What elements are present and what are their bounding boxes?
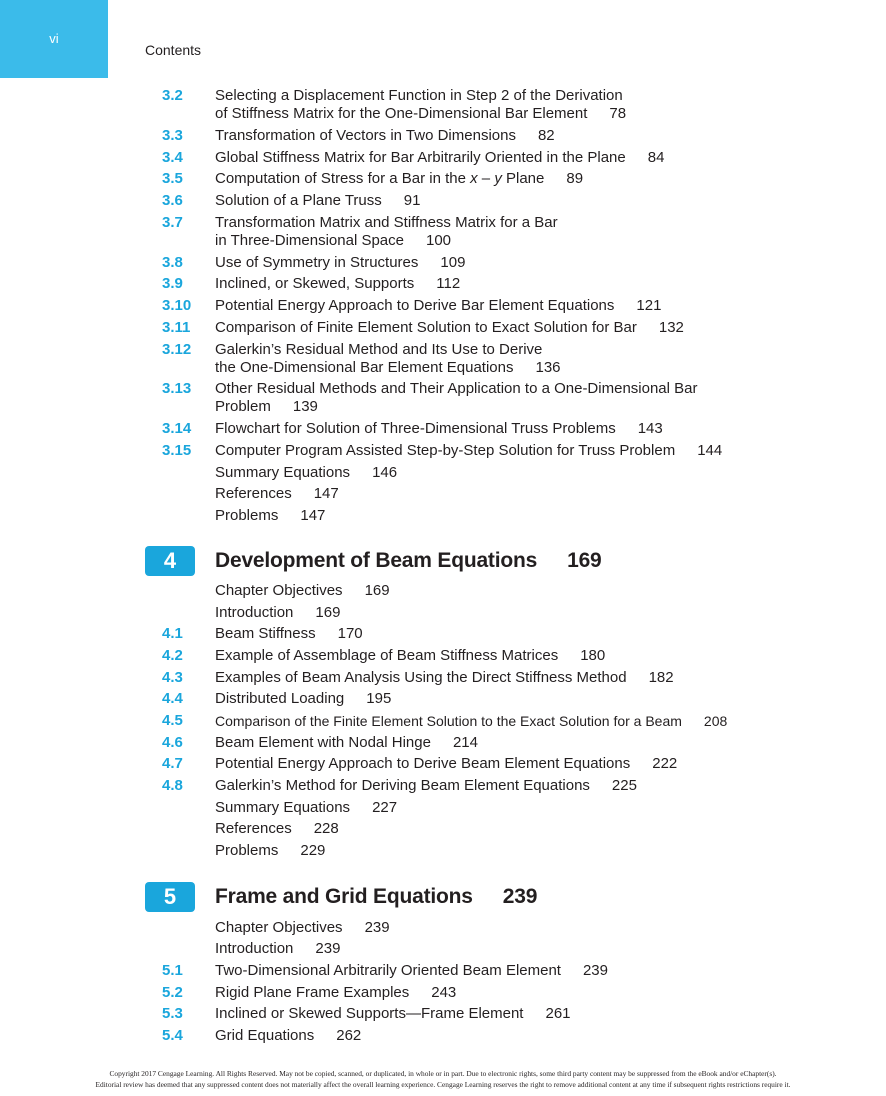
page-reference: 84 [647,149,665,166]
page-reference: 169 [315,604,341,621]
section-number: 3.13 [162,380,192,397]
section-title: Computation of Stress for a Bar in the x – y Plane [215,170,545,187]
page-reference: 143 [637,420,663,437]
chapter-page: 169 [567,549,602,572]
section-title: Flowchart for Solution of Three-Dimensional Truss Problems [215,420,616,437]
section-title: References [215,820,292,837]
section-title: Other Residual Methods and Their Application to a One-Dimensional Bar [215,380,698,397]
section-number: 4.5 [162,712,183,729]
page-reference: 91 [403,192,421,209]
section-number: 3.15 [162,442,192,459]
section-number: 3.14 [162,420,192,437]
section-title: Introduction [215,604,294,621]
section-title: Problems [215,842,279,859]
section-title: Beam Element with Nodal Hinge [215,734,431,751]
section-number: 3.3 [162,127,183,144]
section-number: 3.11 [162,319,191,336]
section-title: Summary Equations [215,799,351,816]
page-reference: 180 [580,647,606,664]
section-title: Summary Equations [215,464,351,481]
chapter-number-badge: 4 [145,546,195,576]
section-title: Global Stiffness Matrix for Bar Arbitrarily Oriented in the Plane [215,149,626,166]
page-reference: 208 [703,713,728,729]
running-head: Contents [145,42,202,58]
chapter-heading-5 [0,882,886,912]
copyright-footer [0,1068,886,1090]
page-reference: 243 [431,984,457,1001]
page-reference: 136 [535,359,561,376]
section-title: Chapter Objectives [215,919,343,936]
page-reference: 239 [582,962,608,979]
chapter-number-badge: 5 [145,882,195,912]
page-reference: 139 [292,398,318,415]
section-number: 3.8 [162,254,183,271]
section-title: Example of Assemblage of Beam Stiffness Matrices [215,647,559,664]
chapter-page: 239 [502,885,538,908]
section-title: Grid Equations [215,1027,315,1044]
page-number-tab [0,0,108,78]
page-reference: 132 [658,319,684,336]
page-reference: 239 [315,940,341,957]
section-number: 4.3 [162,669,183,686]
section-number: 3.4 [162,149,183,166]
page-reference: 225 [611,777,637,794]
section-title: Comparison of the Finite Element Solution to the Exact Solution for a Beam [215,713,682,729]
section-title: Chapter Objectives [215,582,343,599]
page-reference: 222 [652,755,678,772]
page-reference: 228 [313,820,339,837]
page-reference: 121 [636,297,662,314]
section-title: References [215,485,292,502]
page-reference: 261 [545,1005,571,1022]
section-number: 5.4 [162,1027,183,1044]
page-reference: 146 [372,464,398,481]
page-reference: 147 [300,507,326,524]
section-title: Comparison of Finite Element Solution to Exact Solution for Bar [215,319,637,336]
chapter-heading-4 [0,546,886,576]
page-number: vi [49,30,59,46]
page-reference: 78 [609,105,627,122]
page-reference: 229 [300,842,326,859]
section-title: Inclined, or Skewed, Supports [215,275,415,292]
page-reference: 227 [372,799,398,816]
section-title: Beam Stiffness [215,625,316,642]
section-title: Solution of a Plane Truss [215,192,382,209]
section-number: 5.2 [162,984,183,1001]
section-number: 3.10 [162,297,192,314]
chapter-title: Development of Beam Equations [215,549,538,572]
section-title: Introduction [215,940,294,957]
section-number: 3.2 [162,87,183,104]
page-reference: 144 [697,442,723,459]
section-title: Potential Energy Approach to Derive Beam Element Equations [215,755,631,772]
page-reference: 89 [566,170,584,187]
section-number: 4.2 [162,647,183,664]
section-number: 5.3 [162,1005,183,1022]
section-title: Transformation of Vectors in Two Dimensions [215,127,516,144]
section-number: 3.5 [162,170,183,187]
section-number: 5.1 [162,962,183,979]
section-title: Computer Program Assisted Step-by-Step Solution for Truss Problem [215,442,676,459]
copyright-line-1: Copyright 2017 Cengage Learning. All Rights Reserved. May not be copied, scanned, or duplicated, in whole or in part. Due to electronic rights, some third party content may be suppressed from the eBook and/or eChapter(s). [109,1069,777,1078]
page-reference: 112 [436,275,461,292]
section-title: Rigid Plane Frame Examples [215,984,410,1001]
section-number: 4.7 [162,755,183,772]
page-reference: 82 [537,127,555,144]
section-title: Distributed Loading [215,690,345,707]
page-reference: 100 [426,232,452,249]
section-number: 3.6 [162,192,183,209]
section-title: Use of Symmetry in Structures [215,254,419,271]
page-reference: 214 [452,734,478,751]
section-number: 4.1 [162,625,183,642]
section-title: Inclined or Skewed Supports—Frame Element [215,1005,524,1022]
chapter-title: Frame and Grid Equations [215,885,473,908]
section-title-continued: Problem [215,398,271,415]
section-title-continued: of Stiffness Matrix for the One-Dimensional Bar Element [215,105,588,122]
section-title: Examples of Beam Analysis Using the Direct Stiffness Method [215,669,627,686]
section-title: Transformation Matrix and Stiffness Matrix for a Bar [215,214,558,231]
page-reference: 170 [337,625,363,642]
page-reference: 109 [440,254,466,271]
section-number: 3.7 [162,214,183,231]
section-title-continued: in Three-Dimensional Space [215,232,404,249]
section-title-continued: the One-Dimensional Bar Element Equations [215,359,514,376]
section-number: 3.9 [162,275,183,292]
section-title: Problems [215,507,279,524]
section-title: Galerkin’s Method for Deriving Beam Element Equations [215,777,590,794]
page-reference: 195 [366,690,392,707]
page-reference: 262 [336,1027,362,1044]
section-number: 3.12 [162,341,192,358]
section-number: 4.6 [162,734,183,751]
page-reference: 182 [648,669,674,686]
page-reference: 147 [313,485,339,502]
copyright-line-2: Editorial review has deemed that any suppressed content does not materially affect the overall learning experience. Cengage Learning reserves the right to remove additional content at any time if subsequent rights restrictions require it. [95,1080,791,1089]
section-title: Two-Dimensional Arbitrarily Oriented Beam Element [215,962,561,979]
section-title: Selecting a Displacement Function in Step 2 of the Derivation [215,87,623,104]
section-title: Galerkin’s Residual Method and Its Use to Derive [215,341,543,358]
section-title: Potential Energy Approach to Derive Bar Element Equations [215,297,615,314]
section-number: 4.4 [162,690,183,707]
section-number: 4.8 [162,777,183,794]
page-reference: 169 [364,582,390,599]
page-reference: 239 [364,919,390,936]
